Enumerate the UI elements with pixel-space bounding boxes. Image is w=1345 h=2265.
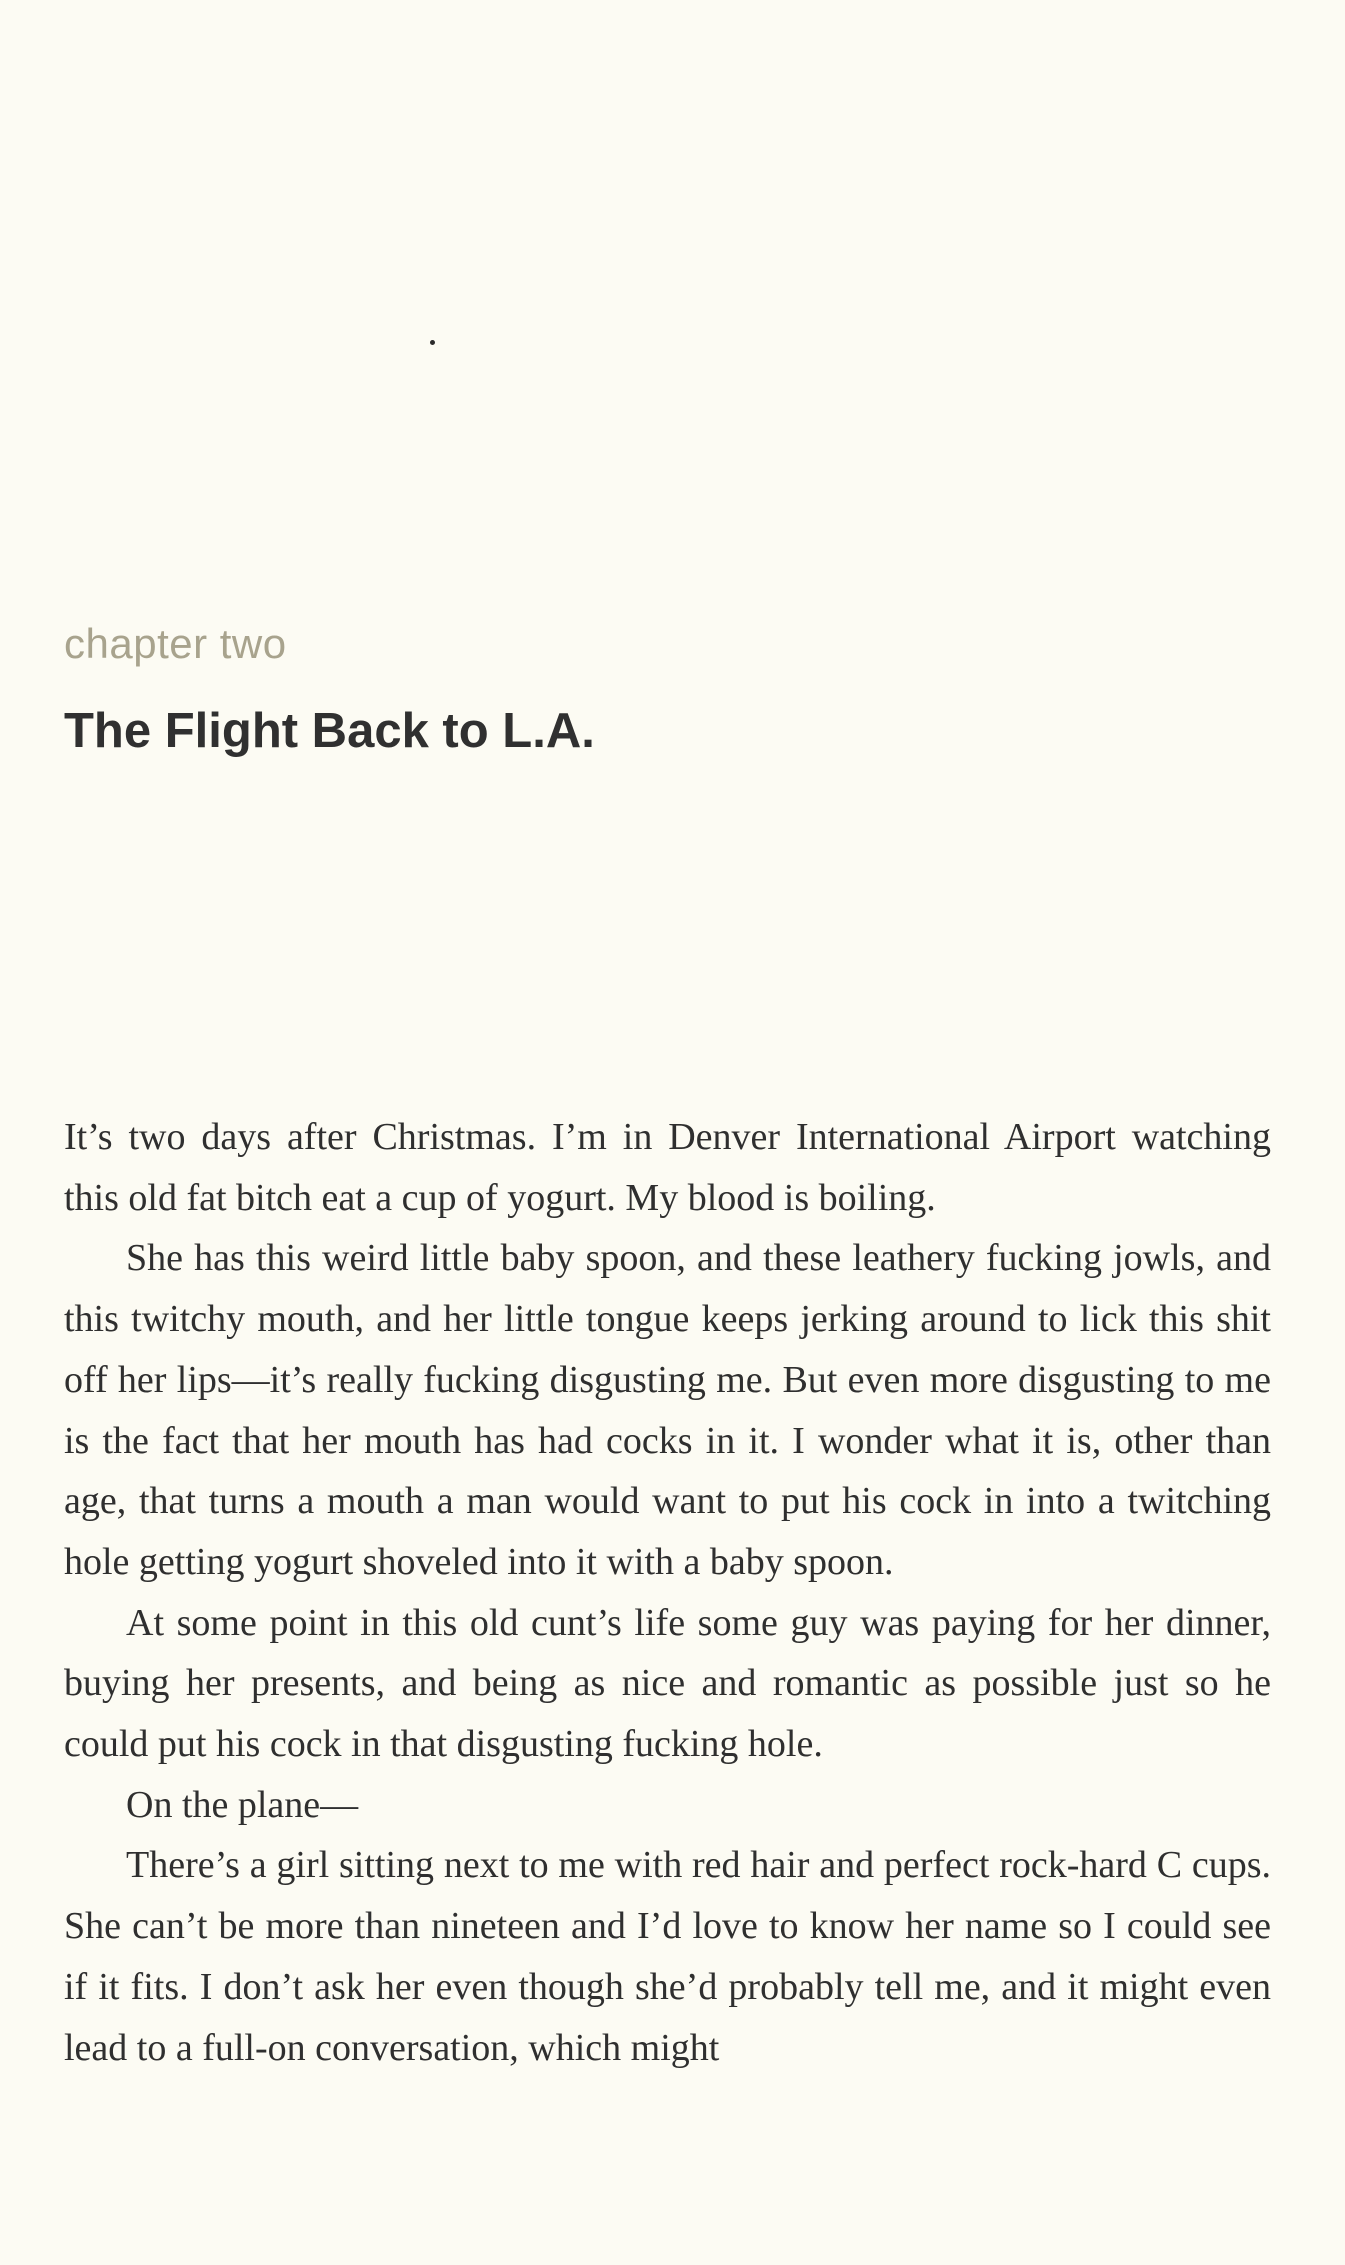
paragraph: At some point in this old cunt’s life some guy was paying for her dinner, buying her presents, and being as nice and romantic as possible just so he could put his cock in that disgusting fucking hole. xyxy=(64,1601,1271,1766)
paragraph: There’s a girl sitting next to me with red hair and perfect rock-hard C cups. She can’t be more than nineteen and I’d love to know her name so I could see if it fits. I don’t ask her even though she’d probably tell me, and it might even lead to a full-on conversation, which might xyxy=(64,1844,1271,2069)
paragraph: It’s two days after Christmas. I’m in Denver International Airport watching this old fat bitch eat a cup of yogurt. My blood is boiling. xyxy=(64,1116,1271,1219)
paragraph: She has this weird little baby spoon, and these leathery fucking jowls, and this twitchy mouth, and her little tongue keeps jerking around to lick this shit off her lips—it’s really fucking disgusting me. But even more disgusting to me is the fact that her mouth has had cocks in it. I wonder what it is, other than age, that turns a mouth a man would want to put his cock in into a twitching hole getting yogurt shoveled into it with a baby spoon. xyxy=(64,1237,1271,1583)
chapter-label: chapter two xyxy=(64,620,287,667)
paragraph: On the plane— xyxy=(126,1783,359,1826)
print-speck xyxy=(430,340,435,345)
body-text xyxy=(64,1107,1271,2078)
chapter-title: The Flight Back to L.A. xyxy=(64,704,595,758)
